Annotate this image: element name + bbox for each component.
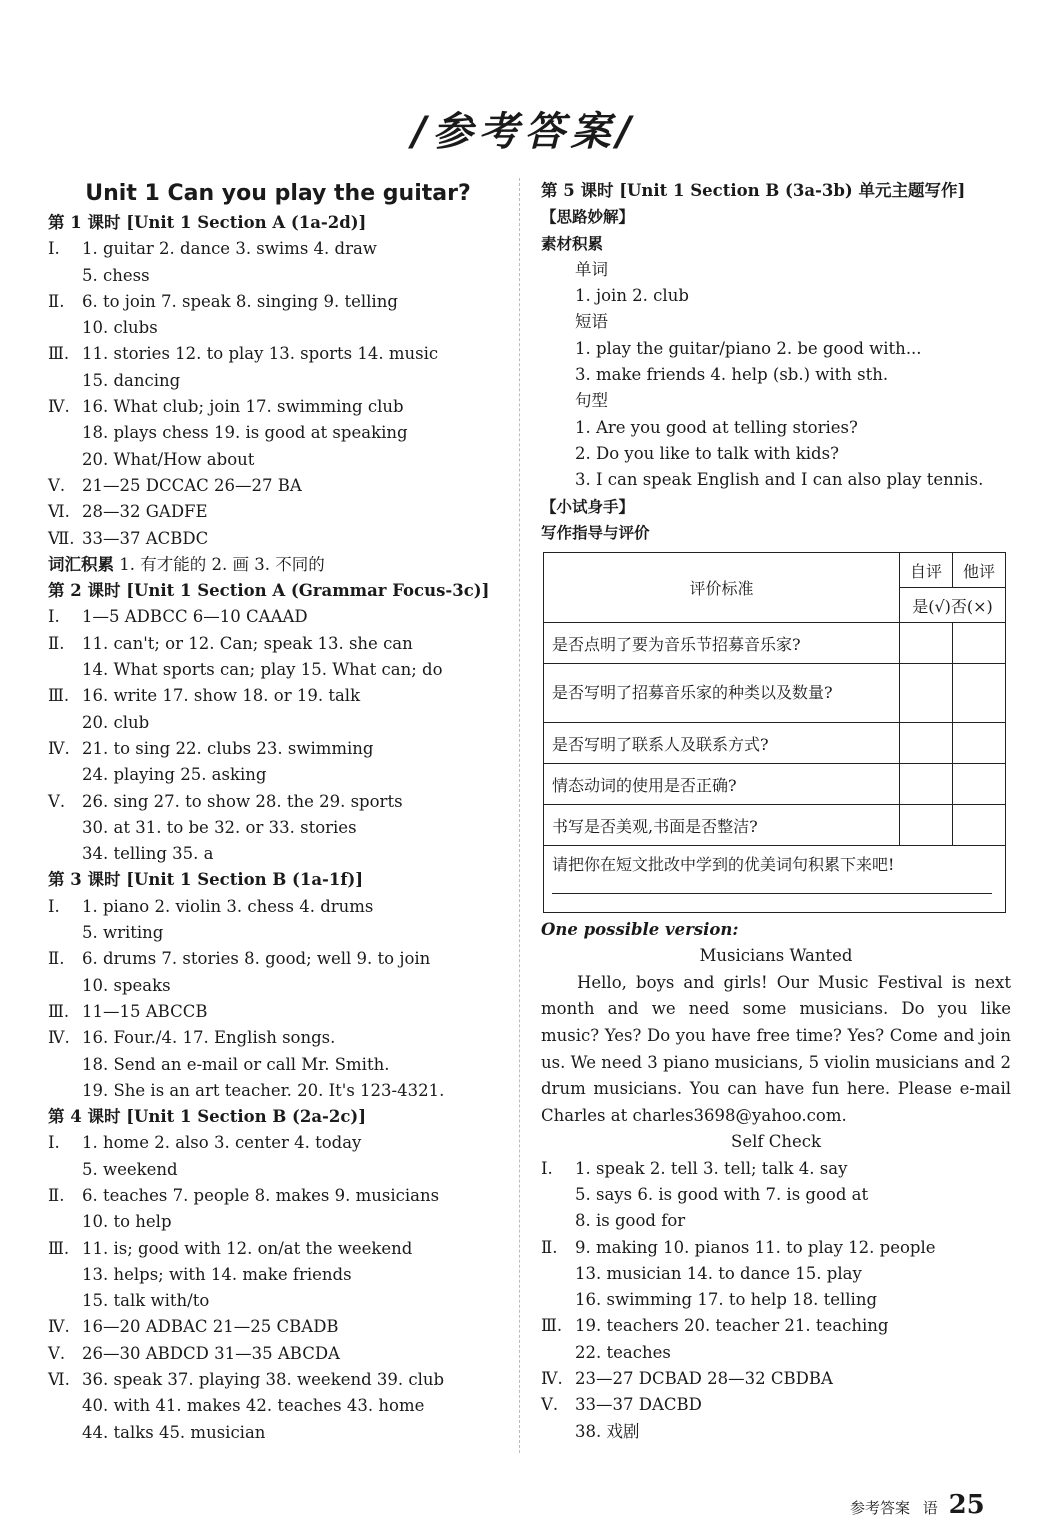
answer-line: [541, 1261, 1011, 1287]
line-text: 21. to sing 22. clubs 23. swimming: [82, 738, 374, 758]
vocab-label: 词汇积累: [48, 554, 114, 574]
eval-footer-text: 请把你在短文批改中学到的优美词句积累下来吧!: [552, 855, 895, 875]
answer-line: [48, 1025, 508, 1051]
answer-line: [541, 1366, 1011, 1392]
answer-line: [48, 499, 508, 525]
line-text: 16. write 17. show 18. or 19. talk: [82, 686, 361, 706]
essay-label: One possible version:: [541, 920, 739, 940]
answer-line: [48, 1341, 508, 1367]
answer-line: [541, 1287, 1011, 1313]
line-text: 13. helps; with 14. make friends: [82, 1264, 352, 1284]
line-text: 1. guitar 2. dance 3. swims 4. draw: [82, 239, 377, 259]
roman-numeral: Ⅱ.: [541, 1237, 558, 1257]
roman-numeral: Ⅳ.: [48, 1317, 70, 1337]
answer-line: [48, 1262, 508, 1288]
roman-numeral: Ⅰ.: [48, 607, 60, 627]
line-text: 3. make friends 4. help (sb.) with sth.: [575, 365, 889, 385]
line-text: 23—27 DCBAD 28—32 CBDBA: [575, 1368, 833, 1388]
essay-title: Musicians Wanted: [699, 946, 853, 966]
answer-line: [48, 762, 508, 788]
subsection-label: [541, 520, 1011, 546]
line-text: 20. What/How about: [82, 449, 255, 469]
line-text: 24. playing 25. asking: [82, 765, 267, 785]
answer-line: [48, 1367, 508, 1393]
line-text: 5. chess: [82, 265, 150, 285]
line-text: 13. musician 14. to dance 15. play: [575, 1263, 862, 1283]
eval-header: 评价标准: [544, 553, 900, 623]
line-text: 15. dancing: [82, 370, 181, 390]
eval-row: 是否写明了联系人及联系方式?: [544, 723, 900, 764]
answer-line: [48, 1078, 508, 1104]
answer-line: [541, 257, 1011, 283]
line-text: 16. swimming 17. to help 18. telling: [575, 1290, 878, 1310]
answer-line: [48, 604, 508, 630]
line-text: 1. piano 2. violin 3. chess 4. drums: [82, 896, 374, 916]
left-column: [48, 178, 508, 1446]
line-text: 5. says 6. is good with 7. is good at: [575, 1184, 869, 1204]
page-number: 25: [948, 1490, 985, 1520]
answer-line: [48, 473, 508, 499]
self-check-section: [541, 1129, 1011, 1445]
answer-line: [48, 1236, 508, 1262]
unit-heading: [48, 178, 508, 210]
roman-numeral: Ⅲ.: [48, 344, 70, 364]
eval-row: 书写是否美观,书面是否整洁?: [544, 805, 900, 846]
answer-line: [541, 1313, 1011, 1339]
subsection-label: [541, 204, 1011, 230]
line-text: 短语: [575, 312, 608, 332]
line-text: 33—37 ACBDC: [82, 528, 209, 548]
line-text: 16—20 ADBAC 21—25 CBADB: [82, 1317, 339, 1337]
roman-numeral: Ⅴ.: [48, 475, 66, 495]
line-text: 18. Send an e-mail or call Mr. Smith.: [82, 1054, 390, 1074]
line-text: 9. making 10. pianos 11. to play 12. people: [575, 1237, 936, 1257]
line-text: 1. 有才能的 2. 画 3. 不同的: [114, 554, 325, 574]
subsection-label: [541, 231, 1011, 257]
line-text: 6. drums 7. stories 8. good; well 9. to join: [82, 949, 431, 969]
answer-line: [48, 447, 508, 473]
line-text: 18. plays chess 19. is good at speaking: [82, 423, 408, 443]
line-text: 1. speak 2. tell 3. tell; talk 4. say: [575, 1158, 848, 1178]
answer-line: [541, 1208, 1011, 1234]
self-check-heading: [541, 1129, 1011, 1155]
answer-line: [541, 336, 1011, 362]
answer-line: [48, 815, 508, 841]
answer-line: [48, 552, 508, 578]
writing-line: [552, 893, 992, 894]
line-text: 【小试身手】: [541, 496, 635, 516]
section-heading: [48, 1104, 508, 1130]
line-text: 第 1 课时 [Unit 1 Section A (1a-2d)]: [48, 213, 367, 232]
line-text: 10. to help: [82, 1212, 172, 1232]
roman-numeral: Ⅳ.: [48, 397, 70, 417]
section-heading: [48, 210, 508, 236]
line-text: 11—15 ABCCB: [82, 1001, 208, 1021]
line-text: 14. What sports can; play 15. What can; do: [82, 660, 443, 680]
column-divider: [519, 178, 520, 1453]
section-heading: [48, 578, 508, 604]
line-text: 第 2 课时 [Unit 1 Section A (Grammar Focus-3c)]: [48, 581, 490, 601]
line-text: 5. writing: [82, 923, 164, 943]
roman-numeral: Ⅰ.: [48, 1133, 60, 1153]
answer-line: [541, 1182, 1011, 1208]
eval-footer: [544, 846, 1006, 913]
eval-row: 情态动词的使用是否正确?: [544, 764, 900, 805]
answer-line: [48, 341, 508, 367]
answer-line: [541, 1235, 1011, 1261]
answer-line: [48, 236, 508, 262]
answer-line: [48, 999, 508, 1025]
line-text: 21—25 DCCAC 26—27 BA: [82, 475, 302, 495]
answer-line: [541, 362, 1011, 388]
answer-line: [48, 973, 508, 999]
roman-numeral: Ⅲ.: [48, 686, 70, 706]
line-text: 30. at 31. to be 32. or 33. stories: [82, 817, 357, 837]
page-title: /参考答案/: [411, 109, 638, 155]
answer-line: [48, 420, 508, 446]
line-text: 2. Do you like to talk with kids?: [575, 443, 839, 463]
roman-numeral: Ⅵ.: [48, 502, 70, 522]
roman-numeral: Ⅳ.: [48, 738, 70, 758]
answer-line: [48, 1130, 508, 1156]
answer-line: [541, 1340, 1011, 1366]
line-text: 10. clubs: [82, 318, 158, 338]
line-text: 10. speaks: [82, 975, 171, 995]
line-text: 8. is good for: [575, 1211, 686, 1231]
line-text: 26. sing 27. to show 28. the 29. sports: [82, 791, 403, 811]
line-text: Unit 1 Can you play the guitar?: [85, 181, 471, 206]
roman-numeral: Ⅱ.: [48, 1185, 65, 1205]
answer-line: [541, 1156, 1011, 1182]
line-text: 【思路妙解】: [541, 207, 635, 227]
line-text: 6. teaches 7. people 8. makes 9. musicians: [82, 1185, 440, 1205]
line-text: 5. weekend: [82, 1159, 178, 1179]
answer-line: [48, 368, 508, 394]
answer-line: [48, 1157, 508, 1183]
line-text: 1. home 2. also 3. center 4. today: [82, 1133, 362, 1153]
answer-line: [541, 388, 1011, 414]
line-text: Self Check: [731, 1132, 821, 1152]
answer-line: [48, 289, 508, 315]
eval-other-header: 他评: [953, 553, 1006, 588]
answer-line: [48, 526, 508, 552]
answer-line: [48, 315, 508, 341]
line-text: 1. play the guitar/piano 2. be good with...: [575, 338, 922, 358]
answer-line: [48, 1393, 508, 1419]
line-text: 19. teachers 20. teacher 21. teaching: [575, 1316, 889, 1336]
answer-line: [541, 1419, 1011, 1445]
answer-line: [48, 263, 508, 289]
answer-line: [48, 1420, 508, 1446]
answer-line: [48, 710, 508, 736]
answer-line: [541, 441, 1011, 467]
line-text: 36. speak 37. playing 38. weekend 39. club: [82, 1370, 445, 1390]
roman-numeral: Ⅱ.: [48, 291, 65, 311]
line-text: 16. What club; join 17. swimming club: [82, 397, 404, 417]
subsection-label: [541, 494, 1011, 520]
writing-section: [541, 178, 1011, 546]
page-footer: [850, 1490, 985, 1520]
roman-numeral: Ⅲ.: [48, 1001, 70, 1021]
answer-line: [48, 394, 508, 420]
roman-numeral: Ⅰ.: [48, 239, 60, 259]
answer-line: [48, 1183, 508, 1209]
answer-line: [541, 283, 1011, 309]
roman-numeral: Ⅴ.: [48, 791, 66, 811]
eval-self-header: 自评: [900, 553, 953, 588]
line-text: 38. 戏剧: [575, 1421, 640, 1441]
roman-numeral: Ⅳ.: [541, 1368, 563, 1388]
line-text: 34. telling 35. a: [82, 844, 214, 864]
answer-line: [48, 631, 508, 657]
line-text: 第 5 课时 [Unit 1 Section B (3a-3b) 单元主题写作]: [541, 181, 966, 200]
line-text: 单词: [575, 259, 608, 279]
line-text: 11. stories 12. to play 13. sports 14. music: [82, 344, 439, 364]
roman-numeral: Ⅵ.: [48, 1370, 70, 1390]
line-text: 素材积累: [541, 233, 604, 253]
roman-numeral: Ⅰ.: [48, 896, 60, 916]
line-text: 句型: [575, 391, 608, 411]
essay-body: Hello, boys and girls! Our Music Festival is next month and we need some musicians. Do you like music? Yes? Do you have free time? Yes? Come and join us. We need 3 piano musicians, 5 violin musicians and 2 drum musicians. You can have fun here. Please e-mail Charles at charles3698@yahoo.com.: [541, 972, 1011, 1125]
right-column: [541, 178, 1011, 1445]
section-heading: [541, 178, 1011, 204]
roman-numeral: Ⅰ.: [541, 1158, 553, 1178]
eval-row: 是否写明了招募音乐家的种类以及数量?: [544, 664, 900, 723]
answer-line: [48, 789, 508, 815]
line-text: 第 3 课时 [Unit 1 Section B (1a-1f)]: [48, 870, 364, 890]
line-text: 15. talk with/to: [82, 1291, 210, 1311]
roman-numeral: Ⅴ.: [541, 1395, 559, 1415]
answer-line: [48, 841, 508, 867]
line-text: 3. I can speak English and I can also play tennis.: [575, 470, 984, 490]
line-text: 第 4 课时 [Unit 1 Section B (2a-2c)]: [48, 1107, 367, 1127]
answer-line: [48, 1314, 508, 1340]
line-text: 40. with 41. makes 42. teaches 43. home: [82, 1396, 425, 1416]
answer-line: [48, 1209, 508, 1235]
answer-line: [541, 309, 1011, 335]
line-text: 11. is; good with 12. on/at the weekend: [82, 1238, 413, 1258]
answer-line: [541, 467, 1011, 493]
line-text: 33—37 DACBD: [575, 1395, 702, 1415]
answer-line: [48, 920, 508, 946]
line-text: 44. talks 45. musician: [82, 1422, 266, 1442]
answer-line: [541, 415, 1011, 441]
roman-numeral: Ⅱ.: [48, 949, 65, 969]
answer-line: [48, 1288, 508, 1314]
roman-numeral: Ⅲ.: [48, 1238, 70, 1258]
roman-numeral: Ⅲ.: [541, 1316, 563, 1336]
line-text: 写作指导与评价: [541, 522, 650, 542]
line-text: 28—32 GADFE: [82, 502, 208, 522]
answer-line: [48, 894, 508, 920]
line-text: 6. to join 7. speak 8. singing 9. telling: [82, 291, 398, 311]
line-text: 11. can't; or 12. Can; speak 13. she can: [82, 633, 413, 653]
evaluation-table: [543, 552, 1006, 913]
section-heading: [48, 867, 508, 893]
answer-line: [48, 736, 508, 762]
line-text: 22. teaches: [575, 1342, 671, 1362]
answer-line: [541, 1392, 1011, 1418]
roman-numeral: Ⅶ.: [48, 528, 75, 548]
eval-row: 是否点明了要为音乐节招募音乐家?: [544, 623, 900, 664]
line-text: 1. Are you good at telling stories?: [575, 417, 858, 437]
answer-line: [48, 683, 508, 709]
answer-line: [48, 946, 508, 972]
line-text: 16. Four./4. 17. English songs.: [82, 1028, 336, 1048]
line-text: 26—30 ABDCD 31—35 ABCDA: [82, 1343, 340, 1363]
eval-mark-legend: 是(√)否(×): [900, 588, 1006, 623]
line-text: 1—5 ADBCC 6—10 CAAAD: [82, 607, 308, 627]
footer-subject: 语: [922, 1499, 938, 1517]
roman-numeral: Ⅱ.: [48, 633, 65, 653]
answer-line: [48, 657, 508, 683]
roman-numeral: Ⅳ.: [48, 1028, 70, 1048]
answer-line: [48, 1052, 508, 1078]
line-text: 20. club: [82, 712, 150, 732]
line-text: 1. join 2. club: [575, 286, 689, 306]
roman-numeral: Ⅴ.: [48, 1343, 66, 1363]
footer-label: 参考答案: [850, 1499, 911, 1517]
line-text: 19. She is an art teacher. 20. It's 123-4321.: [82, 1080, 445, 1100]
